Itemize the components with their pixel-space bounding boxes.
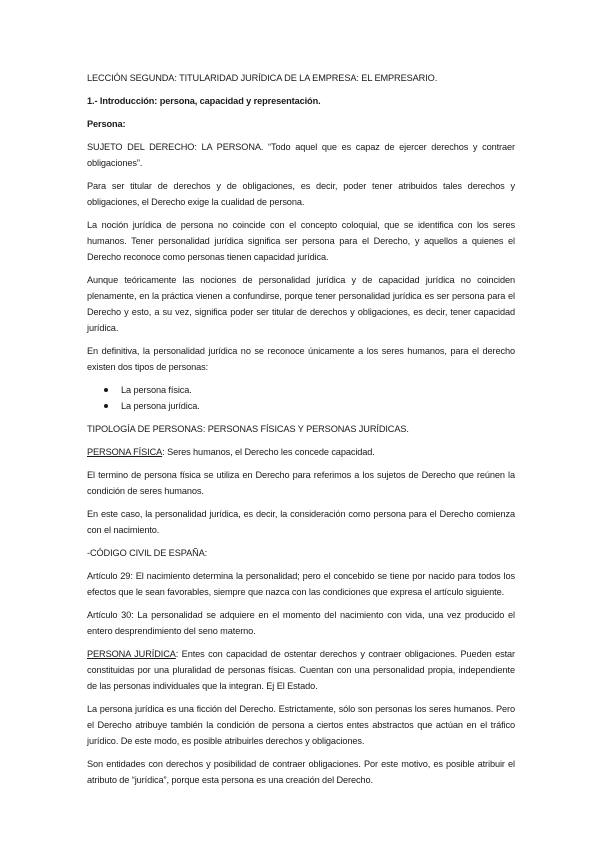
paragraph-nacimiento: En este caso, la personalidad jurídica, es decir, la consideración como persona para el Derecho comienza con el nacimiento. [87, 509, 515, 535]
paragraph-aunque: Aunque teóricamente las nociones de personalidad jurídica y de capacidad jurídica no coinciden plenamente, en la práctica vienen a confundirse, porque tener personalidad jurídica es ser persona para el Derecho y esto, a su vez, significa poder ser titular de derechos y obligaciones, es decir, tener capacidad jurídica. [87, 275, 515, 333]
articulo-30: Artículo 30: La personalidad se adquiere en el momento del nacimiento con vida, una vez producido el entero desprendimiento del seno materno. [87, 610, 515, 636]
section-heading: 1.- Introducción: persona, capacidad y representación. [87, 96, 321, 106]
paragraph-definitiva: En definitiva, la personalidad jurídica no se reconoce únicamente a los seres humanos, para el derecho existen dos tipos de personas: [87, 346, 515, 372]
persona-fisica-definition: : Seres humanos, el Derecho les concede capacidad. [162, 447, 375, 457]
lesson-title: LECCIÓN SEGUNDA: TITULARIDAD JURÍDICA DE LA EMPRESA: EL EMPRESARIO. [87, 73, 438, 83]
paragraph-persona-juridica [87, 646, 515, 694]
document-body [87, 70, 515, 788]
persona-fisica-term: PERSONA FÍSICA [87, 447, 163, 457]
subheading-persona: Persona: [87, 119, 126, 129]
paragraph-ficcion: La persona jurídica es una ficción del Derecho. Estrictamente, sólo son personas los seres humanos. Pero el Derecho atribuye también la condición de persona a ciertos entes abstractos que actúan en el tráfico jurídico. De este modo, es posible atribuirles derechos y obligaciones. [87, 704, 515, 746]
paragraph-sujeto: SUJETO DEL DERECHO: LA PERSONA. “Todo aquel que es capaz de ejercer derechos y contraer obligaciones”. [87, 142, 515, 168]
articulo-29: Artículo 29: El nacimiento determina la personalidad; pero el concebido se tiene por nacido para todos los efectos que le sean favorables, siempre que nazca con las condiciones que expresa el artículo siguiente. [87, 571, 515, 597]
list-item: La persona física. [87, 382, 515, 398]
paragraph-persona-fisica [87, 444, 515, 460]
persona-juridica-term: PERSONA JURÍDICA [87, 649, 176, 659]
persona-juridica-definition: : Entes con capacidad de ostentar derechos y contraer obligaciones. Pueden estar constituidas por una pluralidad de personas físicas. Cuentan con una personalidad propia, independiente de las personas individuales que la integran. Ej El Estado. [87, 649, 515, 691]
paragraph-titular: Para ser titular de derechos y de obligaciones, es decir, poder tener atribuidos tales derechos y obligaciones, el Derecho exige la cualidad de persona. [87, 181, 515, 207]
paragraph-termino: El termino de persona física se utiliza en Derecho para referimos a los sujetos de Derecho que reúnen la condición de seres humanos. [87, 470, 515, 496]
paragraph-nocion: La noción jurídica de persona no coincide con el concepto coloquial, que se identifica con los seres humanos. Tener personalidad jurídica significa ser persona para el Derecho, y aquellos a quienes el Derecho reconoce como personas tienen capacidad jurídica. [87, 220, 515, 262]
codigo-civil-heading: -CÓDIGO CIVIL DE ESPAÑA: [87, 548, 208, 558]
persona-types-list [87, 382, 515, 414]
paragraph-entidades: Son entidades con derechos y posibilidad de contraer obligaciones. Por este motivo, es posible atribuir el atributo de “jurídica”, porque esta persona es una creación del Derecho. [87, 759, 515, 785]
list-item: La persona jurídica. [87, 398, 515, 414]
tipologia-heading: TIPOLOGÍA DE PERSONAS: PERSONAS FÍSICAS Y PERSONAS JURÍDICAS. [87, 424, 409, 434]
